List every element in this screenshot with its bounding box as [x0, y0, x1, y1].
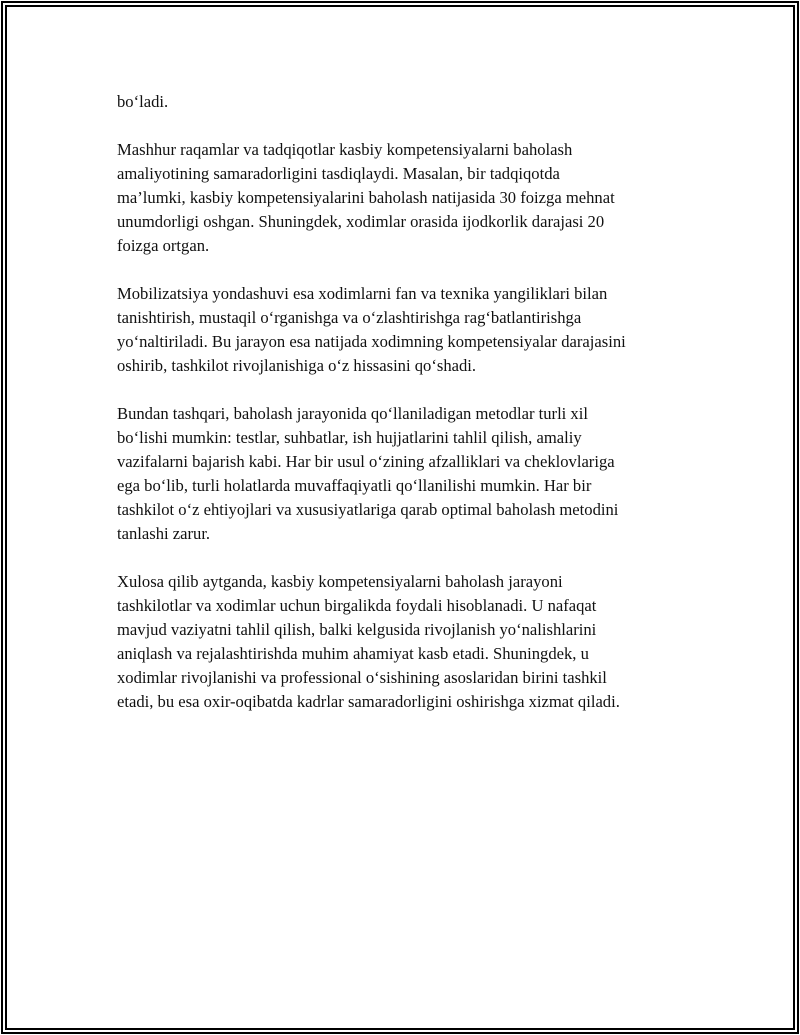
- paragraph-methods: Bundan tashqari, baholash jarayonida qo‘llaniladigan metodlar turli xil bo‘lishi mumkin: testlar, suhbatlar, ish hujjatlarini tahlil qilish, amaliy vazifalarni bajarish kabi. Har bir usul o‘zining afzalliklari va cheklovlariga ega bo‘lib, turli holatlarda muvaffaqiyatli qo‘llanilishi mumkin. Har bir tashkilot o‘z ehtiyojlari va xususiyatlariga qarab optimal baholash metodini tanlashi zarur.: [117, 404, 619, 543]
- paragraph-continuation: bo‘ladi.: [117, 92, 169, 111]
- paragraph-conclusion: Xulosa qilib aytganda, kasbiy kompetensiyalarni baholash jarayoni tashkilotlar va xodimlar uchun birgalikda foydali hisoblanadi. U nafaqat mavjud vaziyatni tahlil qilish, balki kelgusida rivojlanish yo‘nalishlarini aniqlash va rejalashtirishda muhim ahamiyat kasb etadi. Shuningdek, u xodimlar rivojlanishi va professional o‘sishining asoslaridan birini tashkil etadi, bu esa oxir-oqibatda kadrlar samaradorligini oshirishga xizmat qiladi.: [117, 572, 620, 711]
- document-body: [117, 90, 697, 738]
- paragraph-mobilization: Mobilizatsiya yondashuvi esa xodimlarni fan va texnika yangiliklari bilan tanishtirish, mustaqil o‘rganishga va o‘zlashtirishga rag‘batlantirishga yo‘naltiriladi. Bu jarayon esa natijada xodimning kompetensiyalar darajasini oshirib, tashkilot rivojlanishiga o‘z hissasini qo‘shadi.: [117, 284, 626, 375]
- paragraph-statistics: Mashhur raqamlar va tadqiqotlar kasbiy kompetensiyalarni baholash amaliyotining samaradorligini tasdiqlaydi. Masalan, bir tadqiqotda ma’lumki, kasbiy kompetensiyalarini baholash natijasida 30 foizga mehnat unumdorligi oshgan. Shuningdek, xodimlar orasida ijodkorlik darajasi 20 foizga ortgan.: [117, 140, 615, 255]
